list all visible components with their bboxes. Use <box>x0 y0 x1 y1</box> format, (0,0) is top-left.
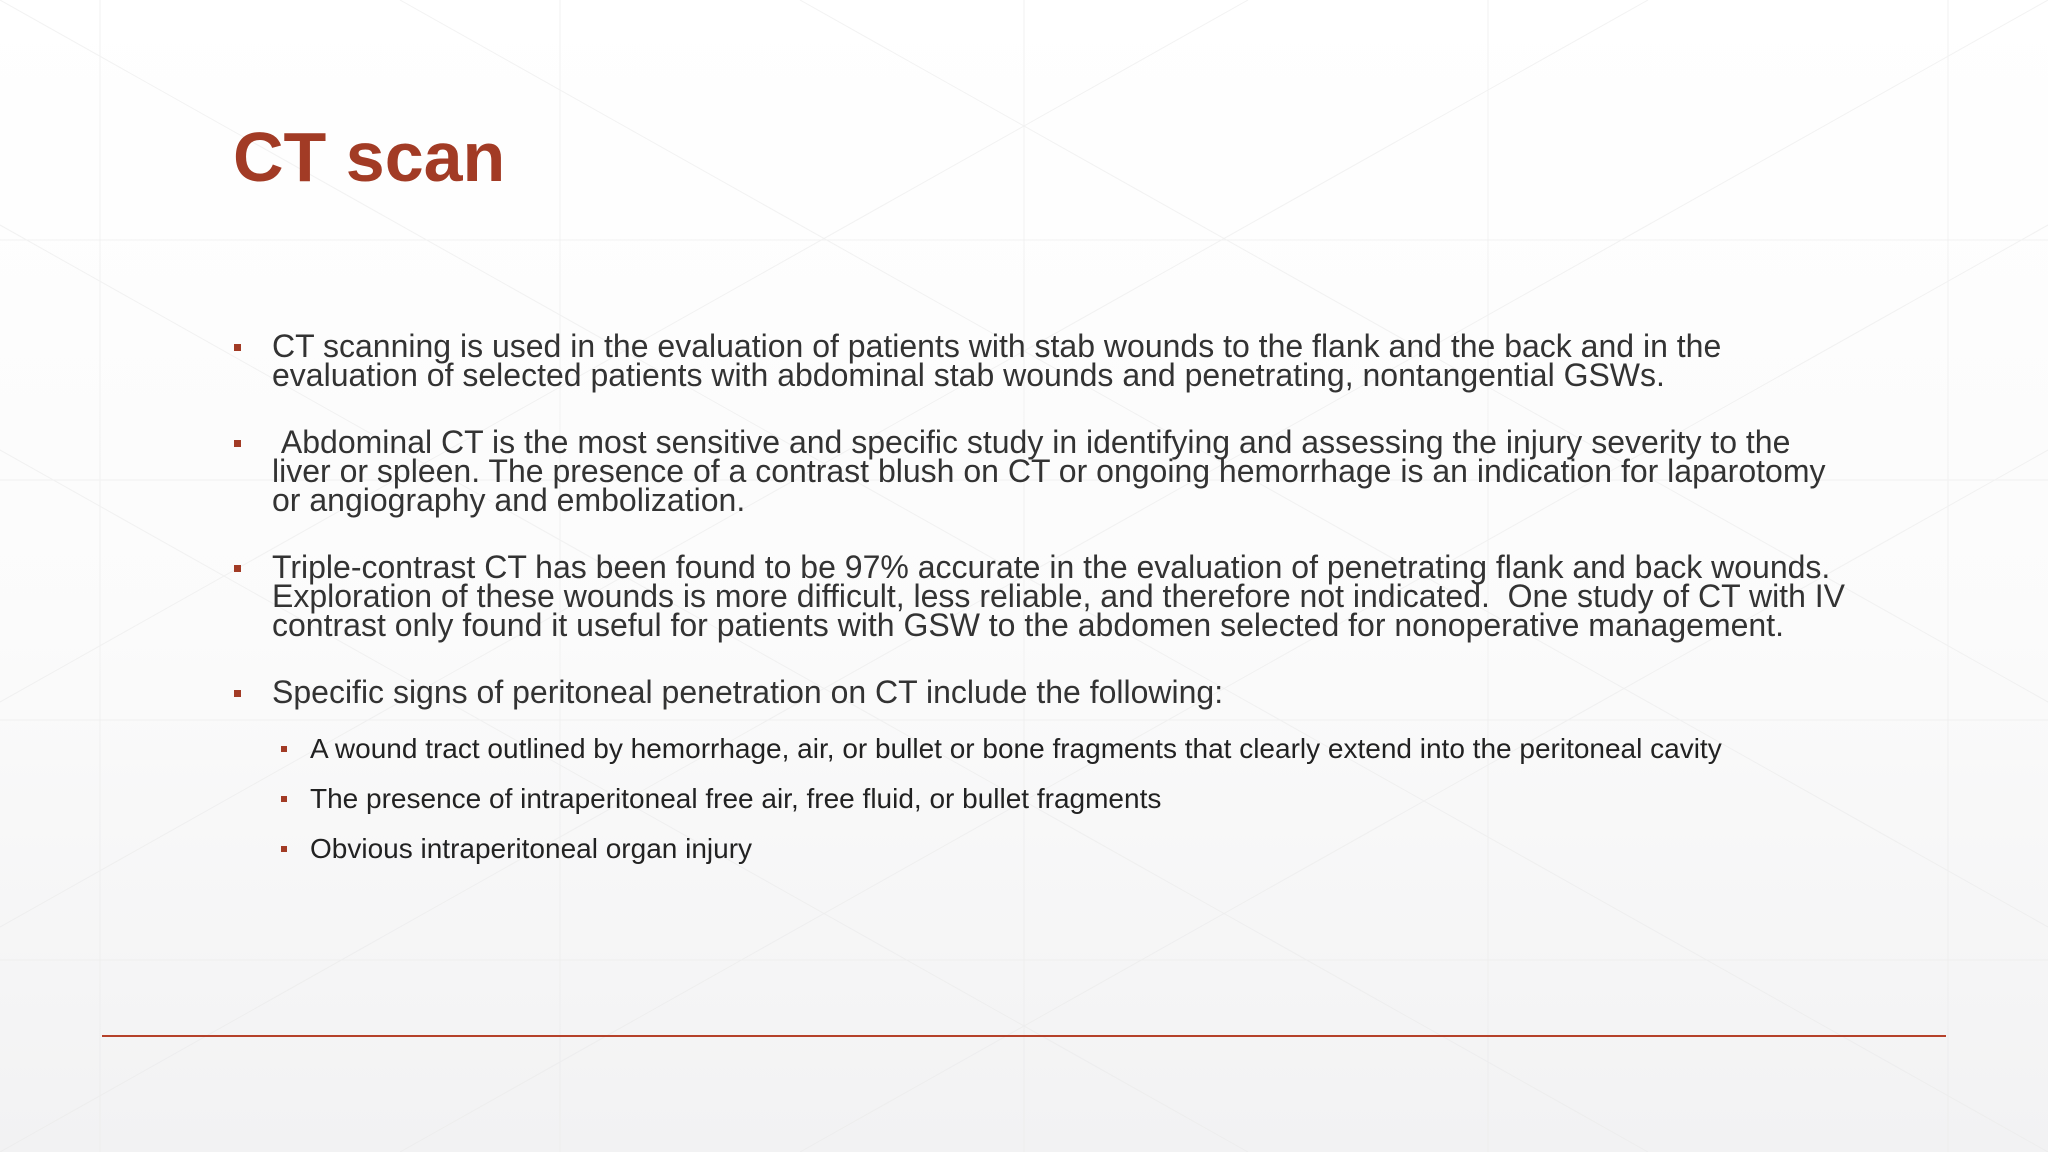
bullet-text: Triple-contrast CT has been found to be 97% accurate in the evaluation of penetrating flank and back wounds. Exploration of these wounds is more difficult, less reliable, and therefore not indicated. One study of CT with IV contrast only found it useful for patients with GSW to the abdomen selected for nonoperative management. <box>272 549 1854 643</box>
footer-divider <box>102 1035 1946 1037</box>
bullet-text: CT scanning is used in the evaluation of patients with stab wounds to the flank and the back and in the evaluation of selected patients with abdominal stab wounds and penetrating, nontangential GSWs. <box>272 328 1722 393</box>
bullet-list <box>232 328 1854 865</box>
sub-bullet-text: The presence of intraperitoneal free air, free fluid, or bullet fragments <box>310 783 1162 814</box>
slide-title: CT scan <box>233 118 506 196</box>
sub-bullet-item <box>232 783 1852 815</box>
bullet-item <box>232 674 1852 865</box>
sub-bullet-list <box>272 733 1852 865</box>
sub-bullet-item <box>232 733 1852 765</box>
sub-bullet-text: Obvious intraperitoneal organ injury <box>310 833 753 864</box>
sub-bullet-item <box>232 833 1852 865</box>
sub-bullet-text: A wound tract outlined by hemorrhage, air, or bullet or bone fragments that clearly extend into the peritoneal cavity <box>310 733 1722 764</box>
bullet-item <box>232 424 1852 518</box>
slide-body <box>232 328 1854 889</box>
bullet-item <box>232 549 1854 643</box>
bullet-text: Specific signs of peritoneal penetration on CT include the following: <box>272 674 1224 710</box>
bullet-item <box>232 328 1852 393</box>
bullet-text: Abdominal CT is the most sensitive and specific study in identifying and assessing the injury severity to the liver or spleen. The presence of a contrast blush on CT or ongoing hemorrhage is an indication for laparotomy or angiography and embolization. <box>272 424 1835 518</box>
